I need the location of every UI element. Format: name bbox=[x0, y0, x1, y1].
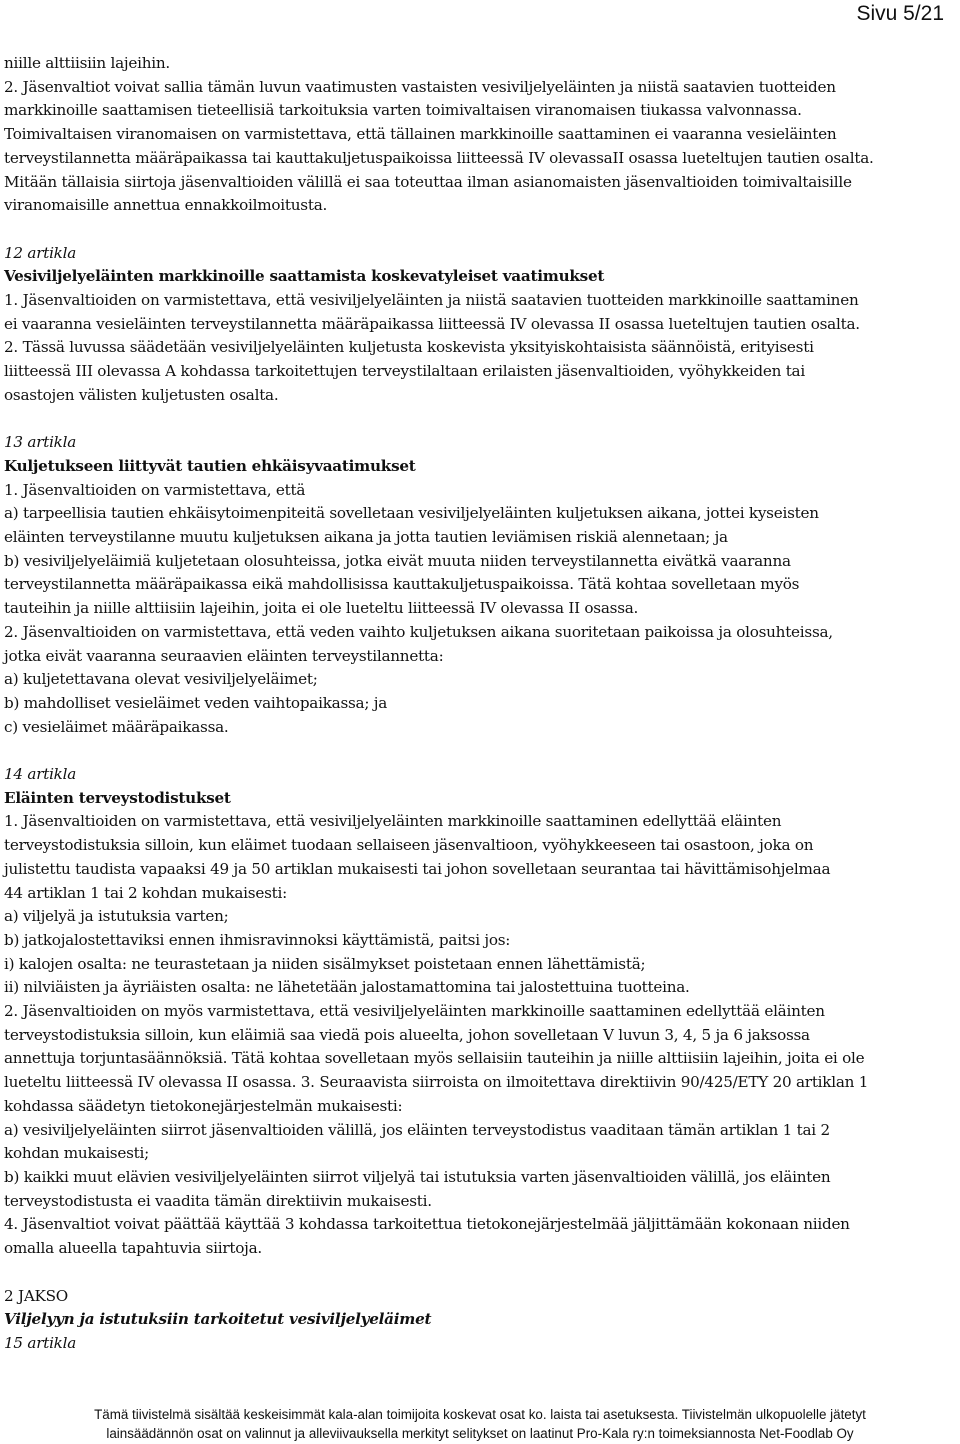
text-line: osastojen välisten kuljetusten osalta. bbox=[4, 385, 279, 404]
section-title: Viljelyyn ja istutuksiin tarkoitetut vesiviljelyeläimet bbox=[4, 1310, 432, 1329]
document-body bbox=[4, 52, 959, 1356]
text-line: 4. Jäsenvaltiot voivat päättää käyttää 3 kohdassa tarkoitettua tietokonejärjestelmää jäljittämään kokonaan niiden bbox=[4, 1215, 850, 1234]
text-line: i) kalojen osalta: ne teurastetaan ja niiden sisälmykset poistetaan ennen lähettämistä; bbox=[4, 954, 646, 973]
text-line: b) kaikki muut elävien vesiviljelyeläinten siirrot viljelyä tai istutuksia varten jäsenvaltioiden välillä, jos eläinten bbox=[4, 1168, 831, 1186]
footer-line: Tämä tiivistelmä sisältää keskeisimmät kala-alan toimijoita koskevat osat ko. laista tai asetuksesta. Tiivistelmän ulkopuolelle jätetyt bbox=[94, 1407, 866, 1422]
text-line: 2. Jäsenvaltioiden on varmistettava, että veden vaihto kuljetuksen aikana suoritetaan paikoissa ja olosuhteissa, bbox=[4, 622, 833, 641]
text-line: jotka eivät vaaranna seuraavien eläinten terveystilannetta: bbox=[4, 646, 444, 665]
text-line: 1. Jäsenvaltioiden on varmistettava, että vesiviljelyeläinten ja niistä saatavien tuotteiden markkinoille saattaminen bbox=[4, 291, 859, 310]
text-line: b) jatkojalostettaviksi ennen ihmisravinnoksi käyttämistä, paitsi jos: bbox=[4, 930, 511, 949]
text-line: Toimivaltaisen viranomaisen on varmistettava, että tällainen markkinoille saattaminen ei vaaranna vesieläinten bbox=[4, 125, 837, 144]
text-line: 2. Jäsenvaltiot voivat sallia tämän luvun vaatimusten vastaisten vesiviljelyeläinten ja niistä saatavien tuotteiden bbox=[4, 77, 836, 96]
text-line: lueteltu liitteessä IV olevassa II osassa. 3. Seuraavista siirroista on ilmoitettava direktiivin 90/425/ETY 20 artiklan 1 bbox=[4, 1073, 869, 1092]
text-line: kohdan mukaisesti; bbox=[4, 1144, 149, 1163]
article-title: Kuljetukseen liittyvät tautien ehkäisyvaatimukset bbox=[4, 456, 416, 475]
text-line: a) kuljetettavana olevat vesiviljelyeläimet; bbox=[4, 670, 318, 689]
text-line: a) vesiviljelyeläinten siirrot jäsenvaltioiden välillä, jos eläinten terveystodistus vaaditaan tämän artiklan 1 tai 2 bbox=[4, 1120, 830, 1139]
text-line: 44 artiklan 1 tai 2 kohdan mukaisesti: bbox=[4, 883, 287, 902]
article-label: 14 artikla bbox=[4, 765, 77, 784]
page-number: Sivu 5/21 bbox=[856, 2, 944, 25]
text-line: 2. Jäsenvaltioiden on myös varmistettava, että vesiviljelyeläinten markkinoille saattaminen edellyttää eläinten bbox=[4, 1002, 825, 1021]
text-line: niille alttiisiin lajeihin. bbox=[4, 54, 170, 72]
text-line: 2. Tässä luvussa säädetään vesiviljelyeläinten kuljetusta koskevista yksityiskohtaisista säännöistä, erityisesti bbox=[4, 338, 814, 357]
text-line: ei vaaranna vesieläinten terveystilannetta määräpaikassa liitteessä IV olevassa II osassa lueteltujen tautien osalta. bbox=[4, 314, 860, 333]
text-line: terveystilannetta määräpaikassa eikä mahdollisissa kauttakuljetuspaikoissa. Tätä kohtaa sovelletaan myös bbox=[4, 575, 800, 594]
text-line: a) tarpeellisia tautien ehkäisytoimenpiteitä sovelletaan vesiviljelyeläinten kuljetuksen aikana, jottei kyseisten bbox=[4, 504, 819, 523]
text-line: b) mahdolliset vesieläimet veden vaihtopaikassa; ja bbox=[4, 693, 388, 712]
text-line: a) viljelyä ja istutuksia varten; bbox=[4, 907, 229, 926]
section-label: 2 JAKSO bbox=[4, 1286, 68, 1305]
text-line: markkinoille saattamisen tieteellisiä tarkoituksia varten toimivaltaisen viranomaisen tiukassa valvonnassa. bbox=[4, 101, 802, 120]
article-label: 15 artikla bbox=[4, 1333, 77, 1352]
text-line: omalla alueella tapahtuvia siirtoja. bbox=[4, 1239, 262, 1258]
text-line: c) vesieläimet määräpaikassa. bbox=[4, 717, 229, 736]
text-line: kohdassa säädetyn tietokonejärjestelmän mukaisesti: bbox=[4, 1096, 403, 1115]
text-line: viranomaisille annettua ennakkoilmoitusta. bbox=[4, 196, 328, 215]
article-title: Vesiviljelyeläinten markkinoille saattamista koskevatyleiset vaatimukset bbox=[4, 267, 605, 286]
text-line: terveystodistuksia silloin, kun eläimet tuodaan sellaiseen jäsenvaltioon, vyöhykkeeseen tai osastoon, joka on bbox=[4, 836, 814, 855]
text-line: eläinten terveystilanne muutu kuljetuksen aikana ja jotta tautien leviämisen riskiä alennetaan; ja bbox=[4, 528, 728, 547]
text-line: Mitään tällaisia siirtoja jäsenvaltioiden välillä ei saa toteuttaa ilman asianomaisten jäsenvaltioiden toimivaltaisille bbox=[4, 172, 852, 191]
text-line: tauteihin ja niille alttiisiin lajeihin, joita ei ole lueteltu liitteessä IV olevassa II osassa. bbox=[4, 599, 639, 618]
text-line: terveystodistuksia silloin, kun eläimiä saa viedä pois alueelta, johon sovelletaan V luvun 3, 4, 5 ja 6 jaksossa bbox=[4, 1025, 810, 1044]
text-line: ii) nilviäisten ja äyriäisten osalta: ne lähetetään jalostamattomina tai jalostettuina tuotteina. bbox=[4, 978, 690, 997]
text-line: annettuja torjuntasäännöksiä. Tätä kohtaa sovelletaan myös sellaisiin tauteihin ja niille alttiisiin lajeihin, joita ei ole bbox=[4, 1049, 865, 1068]
footer-line: lainsäädännön osat on valinnut ja alleviivauksella merkityt selitykset on laatinut Pro-Kala ry:n toimeksiannosta Net-Foodlab Oy bbox=[106, 1425, 854, 1441]
text-line: 1. Jäsenvaltioiden on varmistettava, että bbox=[4, 480, 306, 499]
text-line: terveystodistusta ei vaadita tämän direktiivin mukaisesti. bbox=[4, 1191, 432, 1210]
text-line: terveystilannetta määräpaikassa tai kauttakuljetuspaikoissa liitteessä IV olevassaII osassa lueteltujen tautien osalta. bbox=[4, 148, 874, 167]
article-label: 12 artikla bbox=[4, 243, 77, 262]
article-title: Eläinten terveystodistukset bbox=[4, 788, 231, 807]
text-line: liitteessä III olevassa A kohdassa tarkoitettujen terveystilaltaan erilaisten jäsenvaltioiden, vyöhykkeiden tai bbox=[4, 362, 805, 381]
footer-note bbox=[0, 1406, 960, 1443]
text-line: 1. Jäsenvaltioiden on varmistettava, että vesiviljelyeläinten markkinoille saattaminen edellyttää eläinten bbox=[4, 812, 782, 831]
text-line: julistettu taudista vapaaksi 49 ja 50 artiklan mukaisesti tai johon sovelletaan seurantaa tai hävittämisohjelmaa bbox=[4, 859, 831, 878]
article-label: 13 artikla bbox=[4, 433, 77, 452]
text-line: b) vesiviljelyeläimiä kuljetetaan olosuhteissa, jotka eivät muuta niiden terveystilannetta eivätkä vaaranna bbox=[4, 551, 791, 570]
